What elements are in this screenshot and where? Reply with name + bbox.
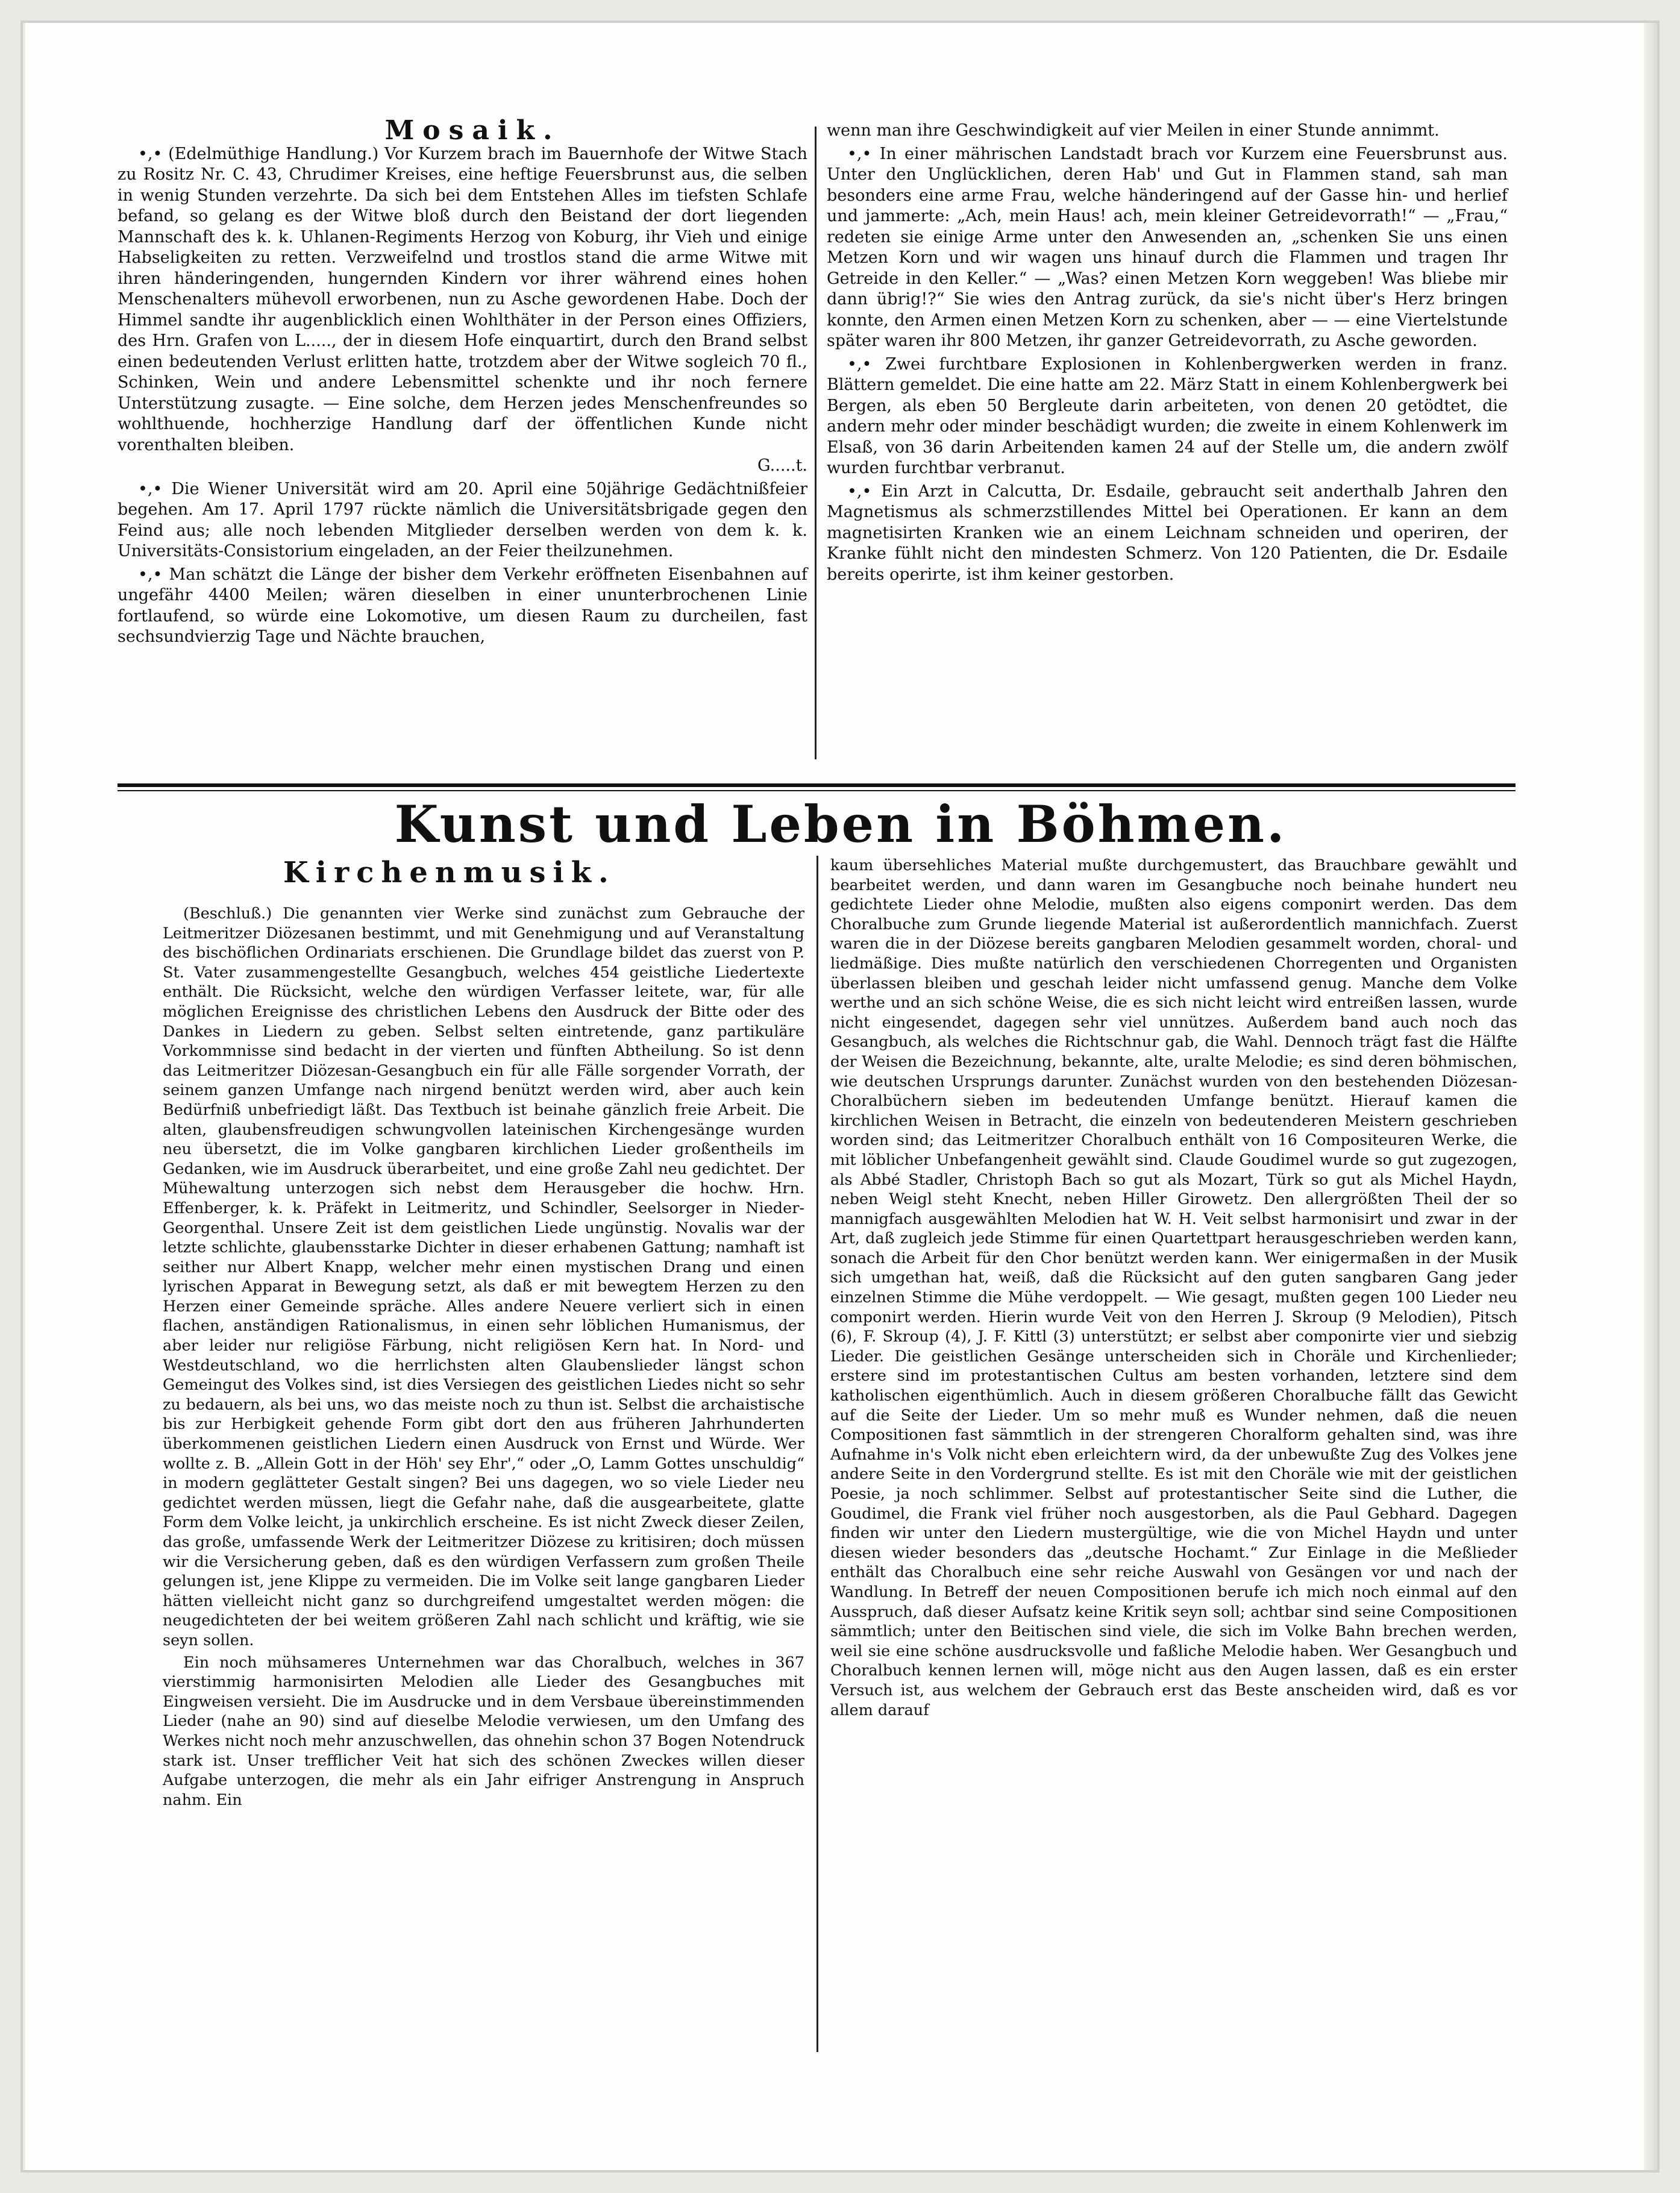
section-subheading: Kirchenmusik. — [283, 856, 616, 889]
mosaik-left-paragraph: •,• Die Wiener Universität wird am 20. April eine 50jährige Gedächtnißfeier begehen. Am 17. April 1797 rückte nämlich die Universitätsbrigade gegen den Feind aus; alle noch lebenden Mitglieder derselben werden von dem k. k. Universitäts-Consistorium eingeladen, an der Feier theilzunehmen. — [118, 479, 807, 560]
section-title: Kunst und Leben in Böhmen. — [394, 794, 1287, 854]
book-binding-shadow — [0, 0, 25, 2193]
mosaik-right-paragraph: wenn man ihre Geschwindigkeit auf vier Meilen in einer Stunde annimmt. — [827, 121, 1440, 140]
mosaik-column-divider — [815, 127, 816, 759]
mosaik-right-paragraph: •,• Ein Arzt in Calcutta, Dr. Esdaile, gebraucht seit anderthalb Jahren den Magnetismus als schmerzstillendes Mittel bei Operationen. Er kann an dem magnetisirten Kranken wie an einem Leichnam schneiden und operiren, der Kranke fühlt nicht den mindesten Schmerz. Von 120 Patienten, die Dr. Esdaile bereits operirte, ist ihm keiner gestorben. — [827, 482, 1508, 584]
kunst-left-column — [163, 904, 804, 1812]
kunst-right-paragraph: kaum übersehliches Material mußte durchgemustert, das Brauchbare gewählt und bearbeitet werden, und dann waren im Gesangbuche noch beinahe hundert neu gedichtete Lieder ohne Melodie, mußten also eigens componirt werden. Das dem Choralbuche zum Grunde liegende Material ist außerordentlich mannichfach. Zuerst waren die in der Diözese bereits gangbaren Melodien gesammelt worden, choral- und liedmäßige. Dies mußte natürlich den verschiedenen Chorregenten und Organisten überlassen bleiben und geschah leider nicht umfassend genug. Manche dem Volke werthe und an sich schöne Weise, die es sich nicht leicht wird entreißen lassen, wurde nicht eingesendet, dagegen sehr viel unnützes. Außerdem band auch noch das Gesangbuch, als welches die Richtschnur gab, die Wahl. Dennoch trägt fast die Hälfte der Weisen die Bezeichnung, bekannte, alte, uralte Melodie; es sind deren böhmischen, wie deutschen Ursprungs darunter. Zunächst wurden von den bestehenden Diözesan-Choralbüchern sieben im bedeutenden Umfange benützt. Hierauf kamen die kirchlichen Weisen in Betracht, die einzeln von bedeutenderen Meistern geschrieben worden sind; das Leitmeritzer Choralbuch enthält von 16 Compositeuren Werke, die mit löblicher Unbefangenheit gewählt sind. Claude Goudimel wurde so gut zugezogen, als Abbé Stadler, Christoph Bach so gut als Mozart, Türk so gut als Michel Haydn, neben Weigl steht Knecht, neben Hiller Girowetz. Den allergrößten Theil der so mannigfach ausgewählten Melodien hat W. H. Veit selbst harmonisirt und zwar in der Art, daß zugleich jede Stimme für einen Quartettpart herausgeschrieben werden kann, sonach die Arbeit für den Chor benützt werden kann. Wer einigermaßen in der Musik sich umgethan hat, weiß, daß die Rücksicht auf den guten sangbaren Gang jeder einzelnen Stimme die Mühe verdoppelt. — Wie gesagt, mußten gegen 100 Lieder neu componirt werden. Hierin wurde Veit von den Herren J. Skroup (9 Melodien), Pitsch (6), F. Skroup (4), J. F. Kittl (3) unterstützt; er selbst aber componirte vier und siebzig Lieder. Die geistlichen Gesänge unterscheiden sich in Choräle und Kirchenlieder; erstere sind im protestantischen Cultus am besten vorhanden, letztere sind dem katholischen eigenthümlich. Auch in diesem größeren Choralbuche fällt das Gewicht auf die Seite der Lieder. Um so mehr muß es Wunder nehmen, daß die neuen Compositionen fast sämmtlich in der strengeren Choralform gehalten sind, was ihre Aufnahme in's Volk nicht eben erleichtern wird, da der unbewußte Zug des Volkes jene andere Seite in den Vordergrund stellte. Es ist mit den Choräle wie mit der geistlichen Poesie, ja noch schlimmer. Selbst auf protestantischer Seite sind die Luther, die Goudimel, die Frank viel früher noch ausgestorben, als die Paul Gebhard. Dagegen finden wir unter den Liedern mustergültige, wie die von Michel Haydn und unter diesen wieder besonders das „deutsche Hochamt.“ Zur Einlage in die Meßlieder enthält das Choralbuch eine sehr reiche Auswahl von Gesängen vor und nach der Wandlung. In Betreff der neuen Compositionen berufe ich mich noch einmal auf den Ausspruch, daß dieser Aufsatz keine Kritik seyn soll; achtbar sind seine Compositionen sämmtlich; unter den Beitischen sind viele, die sich im Volke Bahn brechen werden, weil sie eine schöne ausdrucksvolle und faßliche Melodie haben. Wer Gesangbuch und Choralbuch kennen lernen will, möge nicht aus den Augen lassen, daß es ein erster Versuch ist, aus welchem der Gebrauch erst das Beste anscheiden wird, daß es vor allem darauf — [830, 856, 1517, 1719]
section-separator-thin — [118, 790, 1515, 791]
mosaik-left-paragraph: •,• (Edelmüthige Handlung.) Vor Kurzem brach im Bauernhofe der Witwe Stach zu Rositz Nr. C. 43, Chrudimer Kreises, eine heftige Feuersbrunst aus, die selben in wenig Stunden verzehrte. Da sich bei dem Entstehen Alles im tiefsten Schlafe befand, so gelang es der Witwe bloß durch den Beistand der dort liegenden Mannschaft des k. k. Uhlanen-Regiments Herzog von Koburg, ihr Vieh und einige Habseligkeiten zu retten. Verzweifelnd und trostlos stand die arme Witwe mit ihren händeringenden, hungernden Kindern vor ihrer während eines hohen Menschenalters mühevoll erworbenen, nun zu Asche gewordenen Habe. Doch der Himmel sandte ihr augenblicklich einen Wohlthäter in der Person eines Offiziers, des Hrn. Grafen von L....., der in diesem Hofe einquartirt, durch den Brand selbst einen bedeutenden Verlust erlitten hatte, trotzdem aber der Witwe sogleich 70 fl., Schinken, Wein und andere Lebensmittel schenkte und ihr noch fernere Unterstützung zusagte. — Eine solche, dem Herzen jedes Menschenfreundes so wohlthuende, hochherzige Handlung darf der öffentlichen Kunde nicht vorenthalten bleiben. — [118, 144, 807, 454]
mosaik-heading: Mosaik. — [384, 115, 561, 146]
kunst-left-paragraph: Ein noch mühsameres Unternehmen war das Choralbuch, welches in 367 vierstimmig harmonisirten Melodien alle Lieder des Gesangbuches mit Eingweisen versieht. Die im Ausdrucke und in dem Versbaue übereinstimmenden Lieder (nahe an 90) sind auf dieselbe Melodie verwiesen, um den Umfang des Werkes nicht noch mehr anzuschwellen, das ohnehin schon 37 Bogen Notendruck stark ist. Unser trefflicher Veit hat sich des schönen Zweckes willen dieser Aufgabe unterzogen, die mehr als ein Jahr eifriger Anstrengung in Anspruch nahm. Ein — [163, 1653, 804, 1809]
section-separator-thick — [118, 783, 1515, 787]
mosaik-right-column — [827, 121, 1508, 588]
page-edge-shadow — [1644, 0, 1680, 2193]
mosaik-right-paragraph: •,• In einer mährischen Landstadt brach vor Kurzem eine Feuersbrunst aus. Unter den Unglücklichen, deren Hab' und Gut in Flammen stand, sah man besonders eine arme Frau, welche händeringend auf der Gasse hin- und herlief und jammerte: „Ach, mein Haus! ach, mein kleiner Getreidevorrath!“ — „Frau,“ redeten sie einige Arme unter den Anwesenden an, „schenken Sie uns einen Metzen Korn und wir wagen uns hinauf durch die Flammen und tragen Ihr Getreide in den Keller.“ — „Was? einen Metzen Korn weggeben! Was bliebe mir dann übrig!?“ Sie wies den Antrag zurück, da sie's nicht über's Herz bringen konnte, den Armen einen Metzen Korn zu schenken, aber — — eine Viertelstunde später waren ihr 800 Metzen, ihr ganzer Getreidevorrath, zu Asche geworden. — [827, 144, 1508, 350]
mosaik-signature: G.....t. — [757, 456, 807, 475]
kunst-column-divider — [816, 856, 818, 2052]
kunst-right-column — [830, 856, 1517, 1722]
kunst-left-paragraph: (Beschluß.) Die genannten vier Werke sind zunächst zum Gebrauche der Leitmeritzer Diözesanen bestimmt, und mit Genehmigung und auf Veranstaltung des bischöflichen Ordinariats erschienen. Die Grundlage bildet das zuerst von P. St. Vater zusammengestellte Gesangbuch, welches 454 geistliche Liedertexte enthält. Die Rücksicht, welche den würdigen Verfasser leitete, war, für alle möglichen Ereignisse des christlichen Lebens den Ausdruck der Bitte oder des Dankes in Liedern zu geben. Selbst selten eintretende, ganz partikuläre Vorkommnisse sind bedacht in der vierten und fünften Abtheilung. So ist denn das Leitmeritzer Diözesan-Gesangbuch ein für alle Fälle sorgender Vorrath, der seinem ganzen Umfange nach nirgend benützt werden wird, aber auch kein Bedürfniß unbefriedigt läßt. Das Textbuch ist beinahe gänzlich freie Arbeit. Die alten, glaubensfreudigen schwungvollen lateinischen Kirchengesänge wurden neu übersetzt, die im Volke gangbaren kirchlichen Lieder großentheils im Gedanken, wie im Ausdruck überarbeitet, und eine große Zahl neu gedichtet. Der Mühewaltung unterzogen sich nebst dem Herausgeber die hochw. Hrn. Effenberger, k. k. Präfekt in Leitmeritz, und Schindler, Seelsorger in Nieder-Georgenthal. Unsere Zeit ist dem geistlichen Liede ungünstig. Novalis war der letzte schlichte, glaubensstarke Dichter in dieser erhabenen Gattung; namhaft ist seither nur Albert Knapp, welcher mehr einen mystischen Drang und einen lyrischen Apparat in Bewegung setzt, als daß er mit bewegtem Herzen zu den Herzen einer Gemeinde spräche. Alles andere Neuere verliert sich in einen flachen, anständigen Rationalismus, in einen sehr löblichen Humanismus, der aber leider nur religiöse Färbung, nicht religiösen Kern hat. In Nord- und Westdeutschland, wo die herrlichsten alten Glaubenslieder längst schon Gemeingut des Volkes sind, ist dies Versiegen des geistlichen Liedes nicht so sehr zu bedauern, als bei uns, wo das meiste noch zu thun ist. Selbst die archaistische bis zur Herbigkeit gehende Form gibt dort den aus früheren Jahrhunderten überkommenen geistlichen Liedern einen Ausdruck von Ernst und Würde. Wer wollte z. B. „Allein Gott in der Höh' sey Ehr',“ oder „O, Lamm Gottes unschuldig“ in modern geglätteter Gestalt singen? Bei uns dagegen, wo so viele Lieder neu gedichtet werden müssen, liegt die Gefahr nahe, daß die ausgearbeitete, glatte Form dem Volke leicht, ja unkirchlich erscheine. Es ist nicht Zweck dieser Zeilen, das große, umfassende Werk der Leitmeritzer Diözese zu kritisiren; doch müssen wir die Versicherung geben, daß es den würdigen Verfassern zum großen Theile gelungen ist, jene Klippe zu vermeiden. Die im Volke seit lange gangbaren Lieder hätten vielleicht nicht ganz so durchgreifend umgestaltet werden mögen: die neugedichteten der bei weitem größeren Zahl nach schlicht und kräftig, wie sie seyn sollen. — [163, 905, 804, 1649]
mosaik-right-paragraph: •,• Zwei furchtbare Explosionen in Kohlenbergwerken werden in franz. Blättern gemeldet. Die eine hatte am 22. März Statt in einem Kohlenbergwerk bei Bergen, als eben 50 Bergleute darin arbeiteten, von denen 20 getödtet, die andern mehr oder minder beschädigt wurden; die zweite in einem Kohlenwerk im Elsaß, von 36 darin Arbeitenden kamen 24 auf der Stelle um, die andern zwölf wurden furchtbar verbranut. — [827, 354, 1508, 477]
mosaik-left-paragraph: •,• Man schätzt die Länge der bisher dem Verkehr eröffneten Eisenbahnen auf ungefähr 4400 Meilen; wären dieselben in einer ununterbrochenen Linie fortlaufend, so würde eine Lokomotive, um diesen Raum zu durcheilen, fast sechsundvierzig Tage und Nächte brauchen, — [118, 565, 807, 646]
mosaik-left-column — [118, 115, 807, 650]
